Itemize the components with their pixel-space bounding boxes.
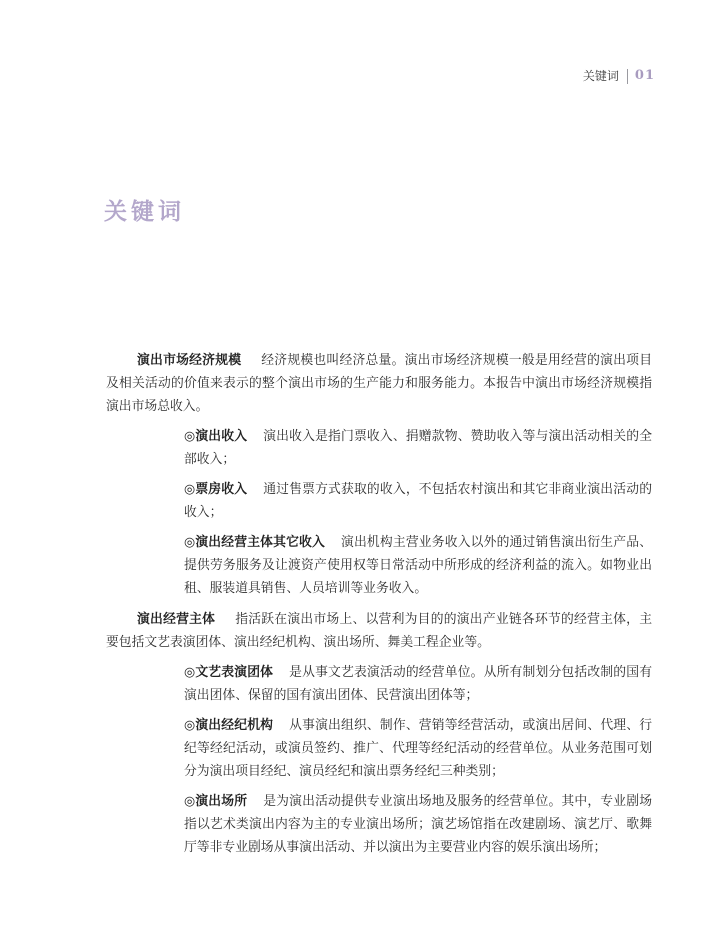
glossary-subterm: ◎演出场所 [184,794,248,809]
glossary-subterm: ◎演出经营主体其它收入 [184,535,325,550]
glossary-definition: 指活跃在演出市场上、以营利为目的的演出产业链各环节的经营主体，主要包括文艺表演团体、演出经纪机构、演出场所、舞美工程企业等。 [106,612,653,650]
glossary-entry-paragraph [106,349,652,418]
glossary-entry-market-scale [106,349,652,600]
glossary-subentry [184,661,652,707]
glossary-subdefinition: 演出机构主营业务收入以外的通过销售演出衍生产品、提供劳务服务及让渡资产使用权等日常活动中所形成的经济利益的流入。如物业出租、服装道具销售、人员培训等业务收入。 [184,535,653,596]
glossary-subentry [184,425,652,471]
glossary-subentry [184,714,652,783]
glossary-subdefinition: 是为演出活动提供专业演出场地及服务的经营单位。其中，专业剧场指以艺术类演出内容为主的专业演出场所；演艺场馆指在改建剧场、演艺厅、歌舞厅等非专业剧场从事演出活动、并以演出为主要营业内容的娱乐演出场所； [184,794,653,855]
header-section-title: 关键词 [582,69,619,83]
glossary-subterm: ◎票房收入 [184,482,248,497]
glossary-subdefinition: 从事演出组织、制作、营销等经营活动，或演出居间、代理、行纪等经纪活动，或演员签约、推广、代理等经纪活动的经营单位。从业务范围可划分为演出项目经纪、演员经纪和演出票务经纪三种类别； [184,718,653,779]
glossary-subdefinition: 通过售票方式获取的收入，不包括农村演出和其它非商业演出活动的收入； [184,482,653,520]
glossary-definition: 经济规模也叫经济总量。演出市场经济规模一般是用经营的演出项目及相关活动的价值来表示的整个演出市场的生产能力和服务能力。本报告中演出市场经济规模指演出市场总收入。 [106,353,653,414]
header-divider [627,69,628,84]
glossary-body [106,349,652,867]
glossary-subterm: ◎文艺表演团体 [184,665,274,680]
running-header [583,66,655,86]
glossary-subdefinition: 演出收入是指门票收入、捐赠款物、赞助收入等与演出活动相关的全部收入； [184,429,653,467]
glossary-subentry [184,531,652,600]
page-number: 01 [634,68,655,83]
glossary-subterm: ◎演出经纪机构 [184,718,274,733]
page-title: 关键词 [104,198,185,225]
glossary-subentry [184,790,652,859]
glossary-subterm: ◎演出收入 [184,429,248,444]
glossary-term: 演出市场经济规模 [137,353,242,368]
glossary-subentry [184,478,652,524]
glossary-entry-paragraph [106,608,652,654]
glossary-term: 演出经营主体 [137,612,216,627]
glossary-subdefinition: 是从事文艺表演活动的经营单位。从所有制划分包括改制的国有演出团体、保留的国有演出团体、民营演出团体等； [184,665,653,703]
glossary-entry-operating-entities [106,608,652,859]
